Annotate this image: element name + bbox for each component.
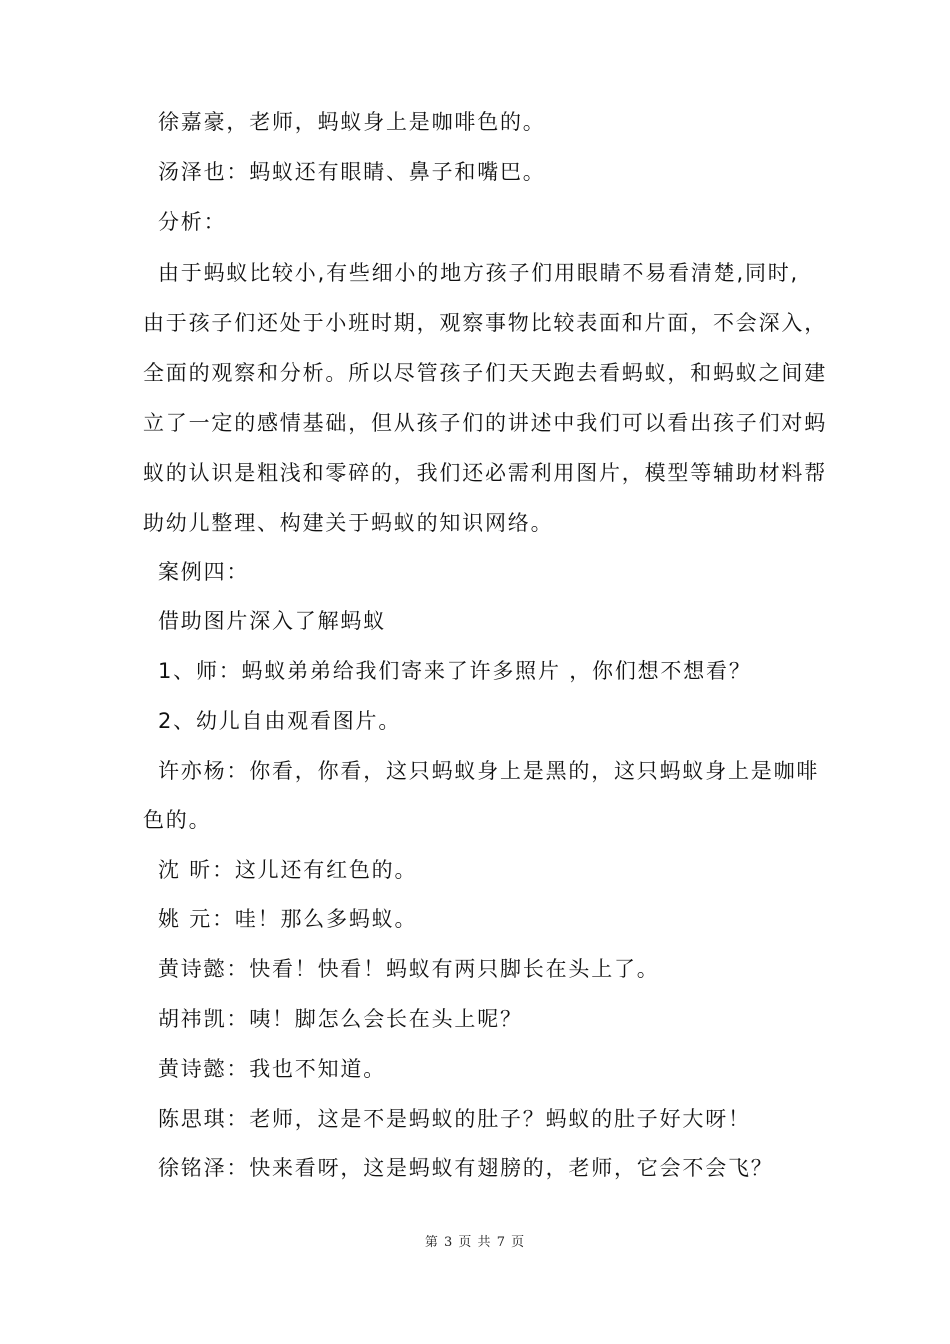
paragraph-line: 汤泽也：蚂蚁还有眼睛、鼻子和嘴巴。 bbox=[158, 160, 546, 184]
paragraph-line: 助幼儿整理、构建关于蚂蚁的知识网络。 bbox=[143, 511, 554, 535]
paragraph-line: 立了一定的感情基础，但从孩子们的讲述中我们可以看出孩子们对蚂 bbox=[143, 411, 827, 435]
paragraph-line: 胡祎凯：咦！脚怎么会长在头上呢？ bbox=[158, 1007, 523, 1031]
paragraph-line: 由于孩子们还处于小班时期，观察事物比较表面和片面，不会深入， bbox=[143, 311, 827, 335]
paragraph-line: 由于蚂蚁比较小,有些细小的地方孩子们用眼睛不易看清楚,同时, bbox=[158, 261, 800, 285]
paragraph-line: 徐嘉豪，老师，蚂蚁身上是咖啡色的。 bbox=[158, 110, 546, 134]
paragraph-line: 色的。 bbox=[143, 808, 212, 832]
paragraph-line: 蚁的认识是粗浅和零碎的，我们还必需利用图片，模型等辅助材料帮 bbox=[143, 461, 827, 485]
paragraph-line: 全面的观察和分析。所以尽管孩子们天天跑去看蚂蚁，和蚂蚁之间建 bbox=[143, 361, 827, 385]
paragraph-line: 借助图片深入了解蚂蚁 bbox=[158, 609, 386, 633]
page-number-footer: 第 3 页 共 7 页 bbox=[424, 1235, 526, 1250]
paragraph-line: 姚 元：哇！那么多蚂蚁。 bbox=[158, 907, 418, 931]
section-heading: 案例四： bbox=[158, 560, 250, 584]
paragraph-line: 许亦杨：你看，你看，这只蚂蚁身上是黑的，这只蚂蚁身上是咖啡 bbox=[158, 759, 820, 783]
section-heading: 分析： bbox=[158, 210, 227, 234]
paragraph-line: 1、师：蚂蚁弟弟给我们寄来了许多照片 ，你们想不想看？ bbox=[158, 659, 752, 683]
paragraph-line: 陈思琪：老师，这是不是蚂蚁的肚子？蚂蚁的肚子好大呀！ bbox=[158, 1107, 751, 1131]
paragraph-line: 2、幼儿自由观看图片。 bbox=[158, 709, 402, 733]
paragraph-line: 徐铭泽：快来看呀，这是蚂蚁有翅膀的，老师，它会不会飞？ bbox=[158, 1156, 774, 1180]
paragraph-line: 黄诗懿：我也不知道。 bbox=[158, 1057, 386, 1081]
paragraph-line: 沈 昕：这儿还有红色的。 bbox=[158, 858, 418, 882]
paragraph-line: 黄诗懿：快看！快看！蚂蚁有两只脚长在头上了。 bbox=[158, 957, 660, 981]
